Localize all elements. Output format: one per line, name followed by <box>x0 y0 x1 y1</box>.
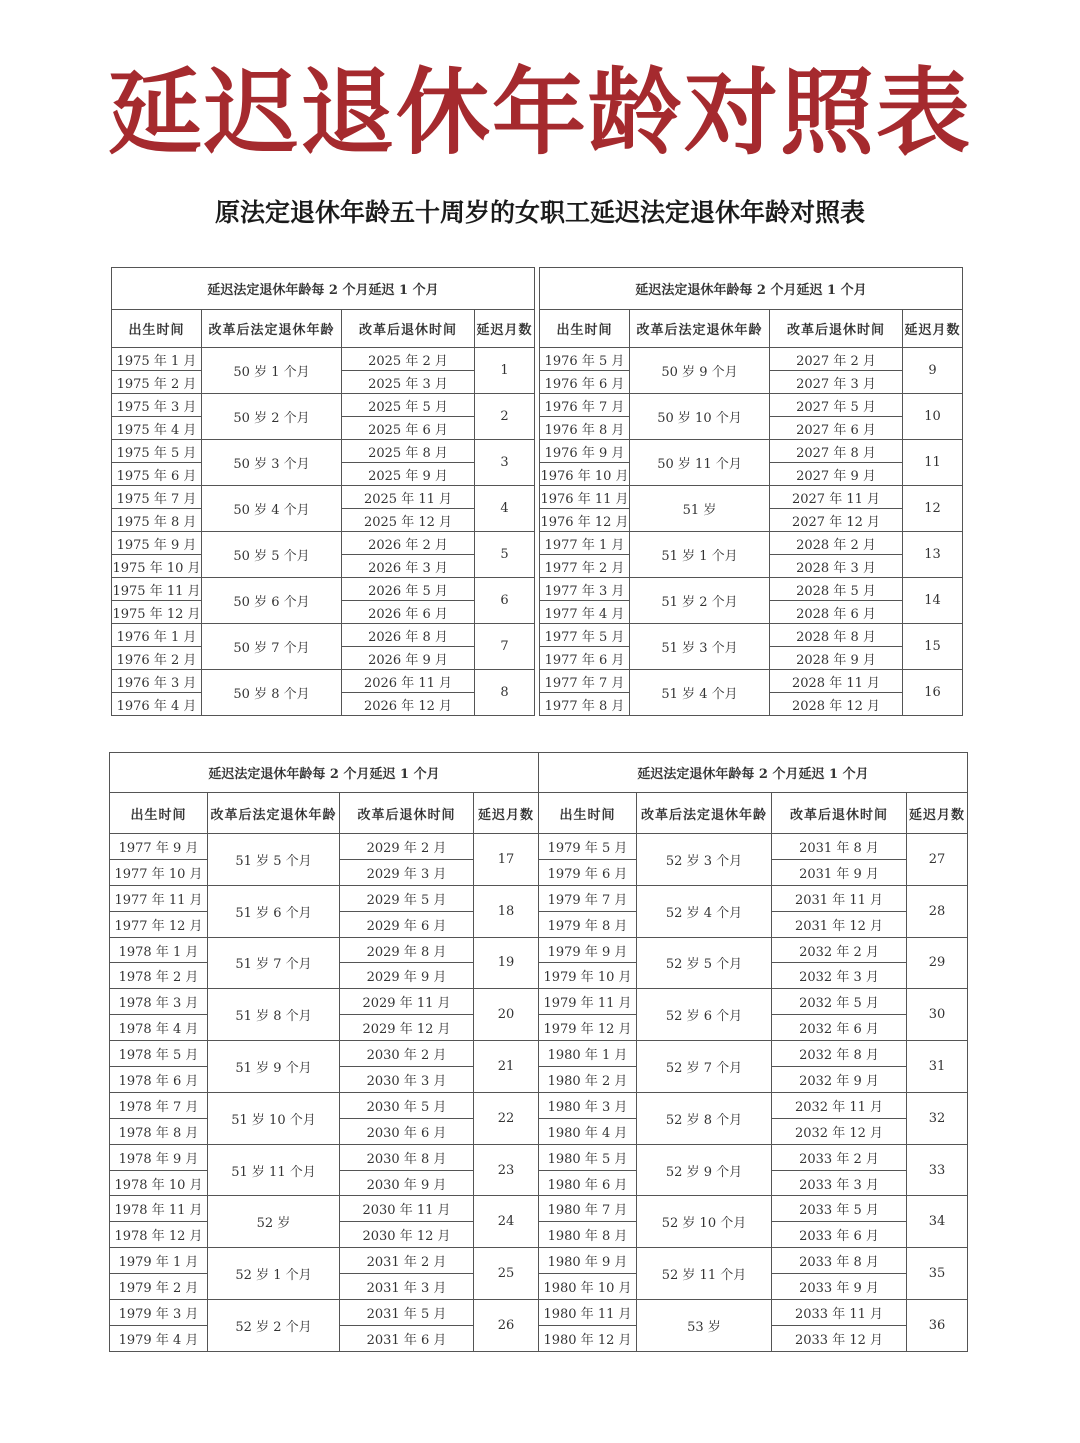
page-subtitle: 原法定退休年龄五十周岁的女职工延迟法定退休年龄对照表 <box>214 198 865 227</box>
birth-date-cell: 1975 年 12 月 <box>112 601 202 624</box>
delay-months-cell: 6 <box>475 578 535 624</box>
retirement-time-cell: 2030 年 12 月 <box>340 1222 474 1248</box>
delay-months-cell: 15 <box>903 624 963 670</box>
birth-date-cell: 1976 年 7 月 <box>540 394 630 417</box>
birth-date-cell: 1975 年 8 月 <box>112 509 202 532</box>
birth-date-cell: 1976 年 10 月 <box>540 463 630 486</box>
delay-months-cell: 8 <box>475 670 535 716</box>
retirement-time-cell: 2026 年 2 月 <box>342 532 475 555</box>
delay-months-cell: 5 <box>475 532 535 578</box>
retirement-time-cell: 2033 年 6 月 <box>772 1222 907 1248</box>
retirement-age-cell: 51 岁 6 个月 <box>208 885 340 937</box>
column-header: 出生时间 <box>539 793 637 834</box>
table-row <box>110 1092 539 1118</box>
birth-date-cell: 1978 年 3 月 <box>110 989 208 1015</box>
retirement-time-cell: 2029 年 6 月 <box>340 911 474 937</box>
retirement-time-cell: 2031 年 2 月 <box>340 1248 474 1274</box>
birth-date-cell: 1978 年 2 月 <box>110 963 208 989</box>
birth-date-cell: 1977 年 10 月 <box>110 859 208 885</box>
birth-date-cell: 1975 年 10 月 <box>112 555 202 578</box>
table-row <box>110 1248 539 1274</box>
birth-date-cell: 1978 年 8 月 <box>110 1118 208 1144</box>
birth-date-cell: 1980 年 10 月 <box>539 1274 637 1300</box>
retirement-time-cell: 2033 年 12 月 <box>772 1325 907 1351</box>
delay-months-cell: 35 <box>907 1248 968 1300</box>
birth-date-cell: 1977 年 7 月 <box>540 670 630 693</box>
retirement-age-cell: 52 岁 <box>208 1196 340 1248</box>
delay-months-cell: 32 <box>907 1092 968 1144</box>
column-header: 延迟月数 <box>474 793 539 834</box>
retirement-time-cell: 2032 年 9 月 <box>772 1067 907 1093</box>
table-row <box>112 532 535 555</box>
retirement-time-cell: 2027 年 2 月 <box>770 348 903 371</box>
retirement-time-cell: 2026 年 11 月 <box>342 670 475 693</box>
table-row <box>112 624 535 647</box>
comparison-table <box>539 267 963 716</box>
birth-date-cell: 1978 年 12 月 <box>110 1222 208 1248</box>
retirement-time-cell: 2033 年 3 月 <box>772 1170 907 1196</box>
birth-date-cell: 1979 年 9 月 <box>539 937 637 963</box>
birth-date-cell: 1976 年 5 月 <box>540 348 630 371</box>
delay-months-cell: 36 <box>907 1300 968 1352</box>
retirement-time-cell: 2028 年 6 月 <box>770 601 903 624</box>
retirement-time-cell: 2028 年 5 月 <box>770 578 903 601</box>
retirement-time-cell: 2028 年 11 月 <box>770 670 903 693</box>
retirement-time-cell: 2025 年 2 月 <box>342 348 475 371</box>
retirement-time-cell: 2031 年 3 月 <box>340 1274 474 1300</box>
table-row <box>540 670 963 693</box>
retirement-age-cell: 50 岁 8 个月 <box>202 670 342 716</box>
delay-months-cell: 21 <box>474 1041 539 1093</box>
birth-date-cell: 1980 年 11 月 <box>539 1300 637 1326</box>
retirement-age-cell: 52 岁 11 个月 <box>637 1248 772 1300</box>
column-header: 改革后法定退休年龄 <box>637 793 772 834</box>
table-row <box>539 1300 968 1326</box>
table-row <box>540 348 963 371</box>
birth-date-cell: 1979 年 6 月 <box>539 859 637 885</box>
table-row <box>110 885 539 911</box>
delay-months-cell: 23 <box>474 1144 539 1196</box>
delay-months-cell: 29 <box>907 937 968 989</box>
retirement-age-cell: 50 岁 6 个月 <box>202 578 342 624</box>
birth-date-cell: 1978 年 6 月 <box>110 1067 208 1093</box>
birth-date-cell: 1975 年 7 月 <box>112 486 202 509</box>
retirement-age-cell: 50 岁 4 个月 <box>202 486 342 532</box>
retirement-time-cell: 2031 年 8 月 <box>772 834 907 860</box>
table-row <box>540 394 963 417</box>
column-header: 出生时间 <box>110 793 208 834</box>
birth-date-cell: 1980 年 7 月 <box>539 1196 637 1222</box>
delay-months-cell: 25 <box>474 1248 539 1300</box>
birth-date-cell: 1976 年 6 月 <box>540 371 630 394</box>
birth-date-cell: 1975 年 6 月 <box>112 463 202 486</box>
birth-date-cell: 1978 年 11 月 <box>110 1196 208 1222</box>
retirement-time-cell: 2029 年 8 月 <box>340 937 474 963</box>
retirement-age-cell: 50 岁 5 个月 <box>202 532 342 578</box>
birth-date-cell: 1978 年 9 月 <box>110 1144 208 1170</box>
birth-date-cell: 1977 年 6 月 <box>540 647 630 670</box>
retirement-time-cell: 2027 年 8 月 <box>770 440 903 463</box>
delay-months-cell: 33 <box>907 1144 968 1196</box>
retirement-age-cell: 52 岁 1 个月 <box>208 1248 340 1300</box>
retirement-age-cell: 50 岁 1 个月 <box>202 348 342 394</box>
retirement-time-cell: 2032 年 2 月 <box>772 937 907 963</box>
retirement-age-cell: 50 岁 3 个月 <box>202 440 342 486</box>
birth-date-cell: 1979 年 7 月 <box>539 885 637 911</box>
delay-months-cell: 34 <box>907 1196 968 1248</box>
birth-date-cell: 1978 年 7 月 <box>110 1092 208 1118</box>
delay-months-cell: 10 <box>903 394 963 440</box>
birth-date-cell: 1975 年 3 月 <box>112 394 202 417</box>
retirement-age-cell: 52 岁 9 个月 <box>637 1144 772 1196</box>
birth-date-cell: 1977 年 2 月 <box>540 555 630 578</box>
birth-date-cell: 1976 年 1 月 <box>112 624 202 647</box>
table-row <box>539 989 968 1015</box>
retirement-age-cell: 52 岁 3 个月 <box>637 834 772 886</box>
column-header: 改革后退休时间 <box>342 310 475 348</box>
table-caption: 延迟法定退休年龄每 2 个月延迟 1 个月 <box>539 753 968 793</box>
birth-date-cell: 1978 年 10 月 <box>110 1170 208 1196</box>
column-header: 改革后法定退休年龄 <box>202 310 342 348</box>
retirement-age-cell: 52 岁 4 个月 <box>637 885 772 937</box>
retirement-age-cell: 50 岁 11 个月 <box>630 440 770 486</box>
table-row <box>112 578 535 601</box>
retirement-age-cell: 50 岁 7 个月 <box>202 624 342 670</box>
retirement-time-cell: 2029 年 9 月 <box>340 963 474 989</box>
delay-months-cell: 24 <box>474 1196 539 1248</box>
birth-date-cell: 1977 年 5 月 <box>540 624 630 647</box>
birth-date-cell: 1979 年 12 月 <box>539 1015 637 1041</box>
birth-date-cell: 1977 年 12 月 <box>110 911 208 937</box>
retirement-age-cell: 50 岁 9 个月 <box>630 348 770 394</box>
table-row <box>540 486 963 509</box>
retirement-age-cell: 52 岁 8 个月 <box>637 1092 772 1144</box>
retirement-age-cell: 51 岁 5 个月 <box>208 834 340 886</box>
retirement-time-cell: 2032 年 8 月 <box>772 1041 907 1067</box>
table-caption: 延迟法定退休年龄每 2 个月延迟 1 个月 <box>110 753 539 793</box>
table-row <box>110 937 539 963</box>
column-header: 出生时间 <box>112 310 202 348</box>
delay-months-cell: 1 <box>475 348 535 394</box>
birth-date-cell: 1979 年 1 月 <box>110 1248 208 1274</box>
retirement-age-cell: 51 岁 8 个月 <box>208 989 340 1041</box>
delay-months-cell: 27 <box>907 834 968 886</box>
retirement-time-cell: 2027 年 6 月 <box>770 417 903 440</box>
comparison-table <box>111 267 535 716</box>
retirement-age-cell: 51 岁 7 个月 <box>208 937 340 989</box>
delay-months-cell: 19 <box>474 937 539 989</box>
birth-date-cell: 1978 年 5 月 <box>110 1041 208 1067</box>
birth-date-cell: 1975 年 4 月 <box>112 417 202 440</box>
birth-date-cell: 1980 年 8 月 <box>539 1222 637 1248</box>
retirement-time-cell: 2033 年 2 月 <box>772 1144 907 1170</box>
table-caption: 延迟法定退休年龄每 2 个月延迟 1 个月 <box>112 268 535 310</box>
retirement-time-cell: 2027 年 9 月 <box>770 463 903 486</box>
delay-months-cell: 9 <box>903 348 963 394</box>
column-header: 改革后退休时间 <box>772 793 907 834</box>
birth-date-cell: 1980 年 6 月 <box>539 1170 637 1196</box>
table-row <box>110 1196 539 1222</box>
table-row <box>540 578 963 601</box>
retirement-time-cell: 2025 年 9 月 <box>342 463 475 486</box>
column-header: 改革后退休时间 <box>340 793 474 834</box>
retirement-time-cell: 2032 年 3 月 <box>772 963 907 989</box>
retirement-time-cell: 2031 年 5 月 <box>340 1300 474 1326</box>
retirement-time-cell: 2025 年 3 月 <box>342 371 475 394</box>
retirement-age-cell: 51 岁 4 个月 <box>630 670 770 716</box>
retirement-age-cell: 50 岁 10 个月 <box>630 394 770 440</box>
retirement-time-cell: 2025 年 8 月 <box>342 440 475 463</box>
retirement-age-cell: 53 岁 <box>637 1300 772 1352</box>
birth-date-cell: 1979 年 8 月 <box>539 911 637 937</box>
retirement-time-cell: 2027 年 11 月 <box>770 486 903 509</box>
birth-date-cell: 1976 年 9 月 <box>540 440 630 463</box>
birth-date-cell: 1979 年 2 月 <box>110 1274 208 1300</box>
delay-months-cell: 2 <box>475 394 535 440</box>
delay-months-cell: 22 <box>474 1092 539 1144</box>
retirement-time-cell: 2031 年 11 月 <box>772 885 907 911</box>
birth-date-cell: 1976 年 8 月 <box>540 417 630 440</box>
birth-date-cell: 1980 年 4 月 <box>539 1118 637 1144</box>
delay-months-cell: 20 <box>474 989 539 1041</box>
retirement-time-cell: 2026 年 6 月 <box>342 601 475 624</box>
table-row <box>110 1041 539 1067</box>
birth-date-cell: 1975 年 9 月 <box>112 532 202 555</box>
birth-date-cell: 1977 年 8 月 <box>540 693 630 716</box>
table-row <box>110 834 539 860</box>
birth-date-cell: 1975 年 1 月 <box>112 348 202 371</box>
table-caption: 延迟法定退休年龄每 2 个月延迟 1 个月 <box>540 268 963 310</box>
birth-date-cell: 1977 年 11 月 <box>110 885 208 911</box>
retirement-age-cell: 51 岁 10 个月 <box>208 1092 340 1144</box>
birth-date-cell: 1978 年 1 月 <box>110 937 208 963</box>
retirement-time-cell: 2032 年 12 月 <box>772 1118 907 1144</box>
retirement-time-cell: 2028 年 8 月 <box>770 624 903 647</box>
retirement-time-cell: 2029 年 3 月 <box>340 859 474 885</box>
birth-date-cell: 1977 年 4 月 <box>540 601 630 624</box>
birth-date-cell: 1976 年 3 月 <box>112 670 202 693</box>
column-header: 延迟月数 <box>907 793 968 834</box>
retirement-time-cell: 2029 年 12 月 <box>340 1015 474 1041</box>
retirement-time-cell: 2033 年 8 月 <box>772 1248 907 1274</box>
delay-months-cell: 28 <box>907 885 968 937</box>
delay-months-cell: 11 <box>903 440 963 486</box>
birth-date-cell: 1979 年 4 月 <box>110 1325 208 1351</box>
column-header: 改革后退休时间 <box>770 310 903 348</box>
table-row <box>112 670 535 693</box>
birth-date-cell: 1977 年 1 月 <box>540 532 630 555</box>
delay-months-cell: 14 <box>903 578 963 624</box>
birth-date-cell: 1976 年 12 月 <box>540 509 630 532</box>
retirement-age-cell: 52 岁 7 个月 <box>637 1041 772 1093</box>
birth-date-cell: 1980 年 5 月 <box>539 1144 637 1170</box>
delay-months-cell: 31 <box>907 1041 968 1093</box>
retirement-time-cell: 2030 年 6 月 <box>340 1118 474 1144</box>
retirement-age-cell: 52 岁 6 个月 <box>637 989 772 1041</box>
retirement-time-cell: 2028 年 2 月 <box>770 532 903 555</box>
retirement-time-cell: 2025 年 11 月 <box>342 486 475 509</box>
retirement-time-cell: 2028 年 9 月 <box>770 647 903 670</box>
retirement-time-cell: 2030 年 2 月 <box>340 1041 474 1067</box>
retirement-time-cell: 2025 年 5 月 <box>342 394 475 417</box>
table-row <box>112 486 535 509</box>
birth-date-cell: 1979 年 10 月 <box>539 963 637 989</box>
retirement-time-cell: 2033 年 5 月 <box>772 1196 907 1222</box>
retirement-time-cell: 2026 年 3 月 <box>342 555 475 578</box>
birth-date-cell: 1976 年 2 月 <box>112 647 202 670</box>
table-row <box>540 624 963 647</box>
table-row <box>112 440 535 463</box>
birth-date-cell: 1980 年 3 月 <box>539 1092 637 1118</box>
birth-date-cell: 1976 年 4 月 <box>112 693 202 716</box>
retirement-age-cell: 51 岁 1 个月 <box>630 532 770 578</box>
table-row <box>539 1248 968 1274</box>
retirement-time-cell: 2030 年 9 月 <box>340 1170 474 1196</box>
birth-date-cell: 1979 年 5 月 <box>539 834 637 860</box>
retirement-time-cell: 2025 年 6 月 <box>342 417 475 440</box>
birth-date-cell: 1975 年 5 月 <box>112 440 202 463</box>
birth-date-cell: 1978 年 4 月 <box>110 1015 208 1041</box>
retirement-age-cell: 52 岁 5 个月 <box>637 937 772 989</box>
table-row <box>110 1144 539 1170</box>
table-row <box>539 1041 968 1067</box>
retirement-time-cell: 2025 年 12 月 <box>342 509 475 532</box>
retirement-time-cell: 2032 年 5 月 <box>772 989 907 1015</box>
retirement-age-cell: 51 岁 11 个月 <box>208 1144 340 1196</box>
retirement-time-cell: 2029 年 2 月 <box>340 834 474 860</box>
table-row <box>539 834 968 860</box>
table-row <box>539 885 968 911</box>
birth-date-cell: 1975 年 2 月 <box>112 371 202 394</box>
delay-months-cell: 30 <box>907 989 968 1041</box>
retirement-time-cell: 2026 年 12 月 <box>342 693 475 716</box>
retirement-time-cell: 2030 年 8 月 <box>340 1144 474 1170</box>
birth-date-cell: 1977 年 3 月 <box>540 578 630 601</box>
retirement-time-cell: 2027 年 3 月 <box>770 371 903 394</box>
retirement-time-cell: 2032 年 11 月 <box>772 1092 907 1118</box>
delay-months-cell: 26 <box>474 1300 539 1352</box>
table-row <box>539 937 968 963</box>
comparison-table <box>538 752 968 1352</box>
retirement-time-cell: 2029 年 11 月 <box>340 989 474 1015</box>
retirement-time-cell: 2028 年 12 月 <box>770 693 903 716</box>
column-header: 改革后法定退休年龄 <box>630 310 770 348</box>
column-header: 改革后法定退休年龄 <box>208 793 340 834</box>
delay-months-cell: 18 <box>474 885 539 937</box>
retirement-time-cell: 2027 年 12 月 <box>770 509 903 532</box>
retirement-age-cell: 52 岁 10 个月 <box>637 1196 772 1248</box>
birth-date-cell: 1975 年 11 月 <box>112 578 202 601</box>
birth-date-cell: 1976 年 11 月 <box>540 486 630 509</box>
column-header: 出生时间 <box>540 310 630 348</box>
retirement-time-cell: 2030 年 11 月 <box>340 1196 474 1222</box>
column-header: 延迟月数 <box>475 310 535 348</box>
retirement-time-cell: 2026 年 8 月 <box>342 624 475 647</box>
retirement-time-cell: 2032 年 6 月 <box>772 1015 907 1041</box>
page-title: 延迟退休年龄对照表 <box>107 59 972 168</box>
retirement-time-cell: 2031 年 6 月 <box>340 1325 474 1351</box>
retirement-age-cell: 51 岁 <box>630 486 770 532</box>
retirement-time-cell: 2027 年 5 月 <box>770 394 903 417</box>
retirement-time-cell: 2033 年 11 月 <box>772 1300 907 1326</box>
retirement-age-cell: 51 岁 9 个月 <box>208 1041 340 1093</box>
retirement-age-cell: 51 岁 2 个月 <box>630 578 770 624</box>
table-row <box>539 1092 968 1118</box>
delay-months-cell: 13 <box>903 532 963 578</box>
delay-months-cell: 7 <box>475 624 535 670</box>
retirement-time-cell: 2030 年 5 月 <box>340 1092 474 1118</box>
retirement-time-cell: 2033 年 9 月 <box>772 1274 907 1300</box>
table-row <box>110 989 539 1015</box>
birth-date-cell: 1977 年 9 月 <box>110 834 208 860</box>
retirement-age-cell: 52 岁 2 个月 <box>208 1300 340 1352</box>
delay-months-cell: 3 <box>475 440 535 486</box>
delay-months-cell: 16 <box>903 670 963 716</box>
retirement-time-cell: 2028 年 3 月 <box>770 555 903 578</box>
retirement-time-cell: 2026 年 9 月 <box>342 647 475 670</box>
birth-date-cell: 1980 年 2 月 <box>539 1067 637 1093</box>
column-header: 延迟月数 <box>903 310 963 348</box>
delay-months-cell: 4 <box>475 486 535 532</box>
birth-date-cell: 1980 年 9 月 <box>539 1248 637 1274</box>
birth-date-cell: 1980 年 12 月 <box>539 1325 637 1351</box>
table-row <box>112 394 535 417</box>
delay-months-cell: 17 <box>474 834 539 886</box>
retirement-age-cell: 51 岁 3 个月 <box>630 624 770 670</box>
table-row <box>110 1300 539 1326</box>
birth-date-cell: 1979 年 3 月 <box>110 1300 208 1326</box>
retirement-time-cell: 2026 年 5 月 <box>342 578 475 601</box>
retirement-age-cell: 50 岁 2 个月 <box>202 394 342 440</box>
birth-date-cell: 1979 年 11 月 <box>539 989 637 1015</box>
retirement-time-cell: 2030 年 3 月 <box>340 1067 474 1093</box>
table-row <box>540 532 963 555</box>
table-row <box>540 440 963 463</box>
comparison-table <box>109 752 539 1352</box>
table-row <box>539 1196 968 1222</box>
retirement-time-cell: 2031 年 9 月 <box>772 859 907 885</box>
delay-months-cell: 12 <box>903 486 963 532</box>
table-row <box>112 348 535 371</box>
table-row <box>539 1144 968 1170</box>
retirement-time-cell: 2031 年 12 月 <box>772 911 907 937</box>
retirement-time-cell: 2029 年 5 月 <box>340 885 474 911</box>
birth-date-cell: 1980 年 1 月 <box>539 1041 637 1067</box>
